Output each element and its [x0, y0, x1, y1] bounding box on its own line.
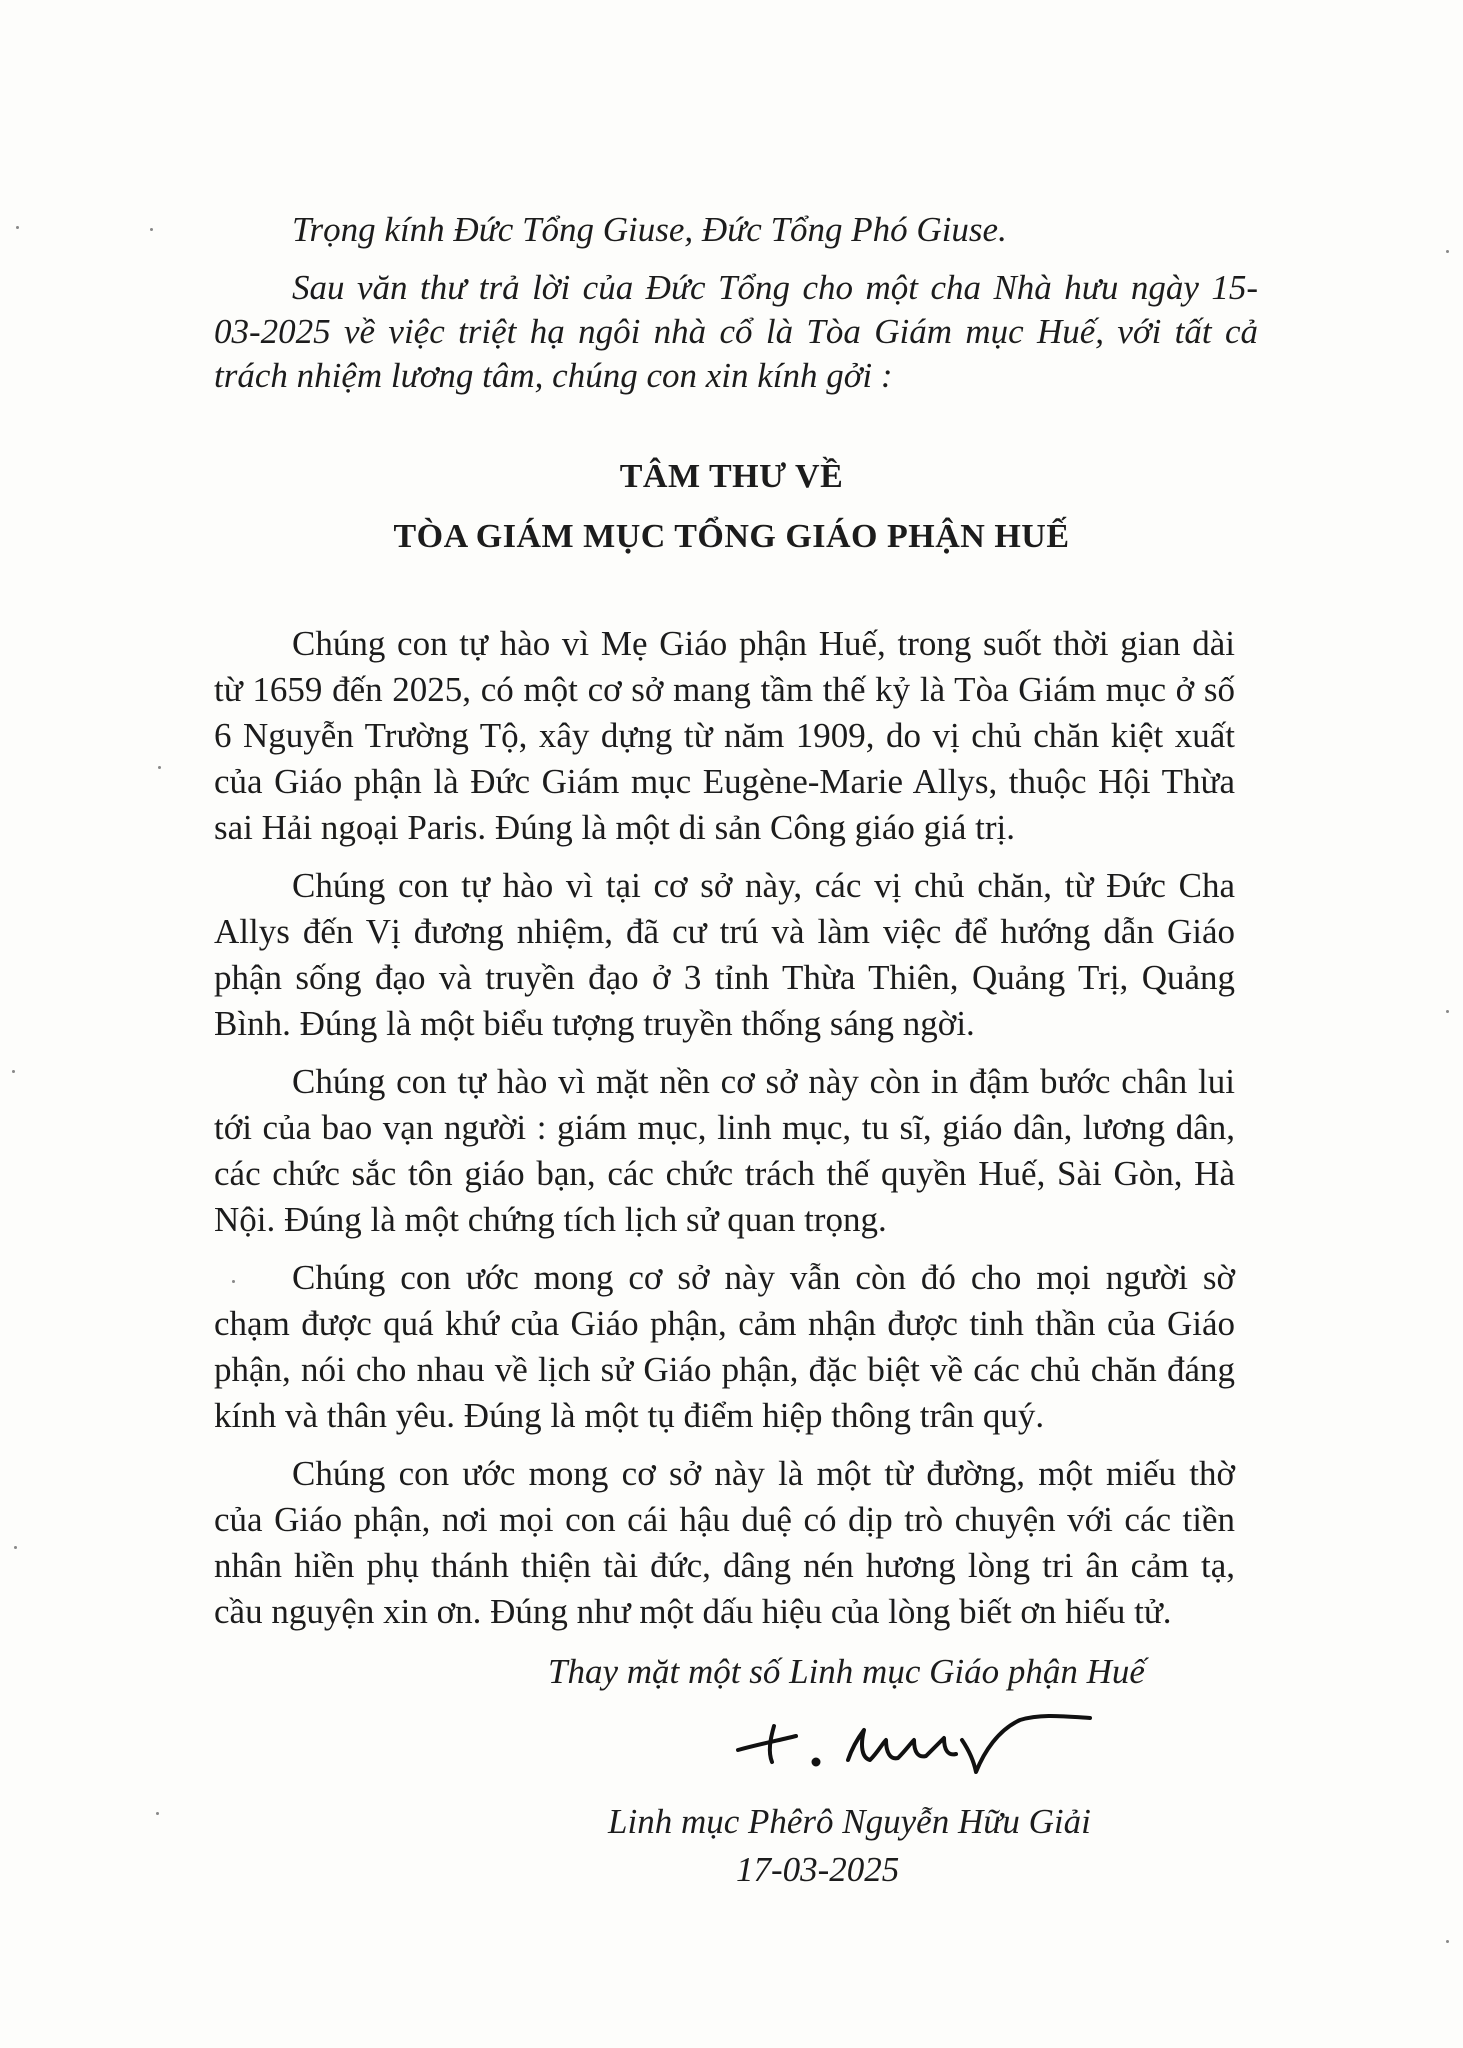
body-line: phận, nói cho nhau về lịch sử Giáo phận, đặc biệt về các chủ chăn đáng	[214, 1350, 1235, 1389]
body-line: Chúng con ước mong cơ sở này vẫn còn đó cho mọi người sờ	[292, 1258, 1235, 1297]
body-line: từ 1659 đến 2025, có một cơ sở mang tầm thế kỷ là Tòa Giám mục ở số	[214, 670, 1235, 709]
intro-line: Sau văn thư trả lời của Đức Tổng cho một cha Nhà hưu ngày 15-	[292, 268, 1258, 307]
scan-speck	[1446, 1010, 1449, 1013]
title-line-1: TÂM THƯ VỀ	[619, 458, 844, 495]
signature	[730, 1700, 1130, 1790]
body-line: Bình. Đúng là một biểu tượng truyền thống sáng ngời.	[214, 1004, 975, 1043]
body-line: 6 Nguyễn Trường Tộ, xây dựng từ năm 1909, do vị chủ chăn kiệt xuất	[214, 716, 1235, 755]
body-line: sai Hải ngoại Paris. Đúng là một di sản Công giáo giá trị.	[214, 808, 1016, 847]
body-line: của Giáo phận là Đức Giám mục Eugène-Marie Allys, thuộc Hội Thừa	[214, 762, 1235, 801]
title-line-2: TÒA GIÁM MỤC TỔNG GIÁO PHẬN HUẾ	[393, 518, 1070, 555]
body-line: cầu nguyện xin ơn. Đúng như một dấu hiệu của lòng biết ơn hiếu tử.	[214, 1592, 1172, 1631]
scan-speck	[158, 766, 161, 769]
body-line: nhân hiền phụ thánh thiện tài đức, dâng nén hương lòng tri ân cảm tạ,	[214, 1546, 1235, 1585]
body-line: Chúng con tự hào vì mặt nền cơ sở này còn in đậm bước chân lui	[292, 1062, 1235, 1101]
scan-speck	[1446, 250, 1449, 253]
body-line: của Giáo phận, nơi mọi con cái hậu duệ có dịp trò chuyện với các tiền	[214, 1500, 1235, 1539]
signer-name: Linh mục Phêrô Nguyễn Hữu Giải	[608, 1802, 1091, 1841]
body-line: Allys đến Vị đương nhiệm, đã cư trú và làm việc để hướng dẫn Giáo	[214, 912, 1235, 951]
body-line: tới của bao vạn người : giám mục, linh mục, tu sĩ, giáo dân, lương dân,	[214, 1108, 1235, 1147]
scan-speck	[150, 228, 153, 231]
body-line: phận sống đạo và truyền đạo ở 3 tỉnh Thừa Thiên, Quảng Trị, Quảng	[214, 958, 1235, 997]
scan-speck	[12, 1070, 15, 1073]
body-line: kính và thân yêu. Đúng là một tụ điểm hiệp thông trân quý.	[214, 1396, 1045, 1435]
body-line: Nội. Đúng là một chứng tích lịch sử quan trọng.	[214, 1200, 887, 1239]
scan-speck	[14, 1546, 17, 1549]
body-line: Chúng con tự hào vì Mẹ Giáo phận Huế, trong suốt thời gian dài	[292, 624, 1235, 663]
body-line: chạm được quá khứ của Giáo phận, cảm nhận được tinh thần của Giáo	[214, 1304, 1235, 1343]
intro-line: 03-2025 về việc triệt hạ ngôi nhà cổ là Tòa Giám mục Huế, với tất cả	[214, 312, 1258, 351]
body-line: Chúng con ước mong cơ sở này là một từ đường, một miếu thờ	[292, 1454, 1235, 1493]
body-line: các chức sắc tôn giáo bạn, các chức trách thế quyền Huế, Sài Gòn, Hà	[214, 1154, 1235, 1193]
body-line: Chúng con tự hào vì tại cơ sở này, các vị chủ chăn, từ Đức Cha	[292, 866, 1235, 905]
scan-speck	[1446, 1940, 1449, 1943]
scan-speck	[156, 1812, 159, 1815]
scan-speck	[232, 1280, 235, 1283]
intro-line: trách nhiệm lương tâm, chúng con xin kính gởi :	[214, 356, 893, 395]
letter-date: 17-03-2025	[736, 1850, 900, 1889]
scan-speck	[16, 226, 19, 229]
salutation: Trọng kính Đức Tổng Giuse, Đức Tổng Phó Giuse.	[292, 210, 1007, 249]
on-behalf-line: Thay mặt một số Linh mục Giáo phận Huế	[548, 1652, 1145, 1691]
